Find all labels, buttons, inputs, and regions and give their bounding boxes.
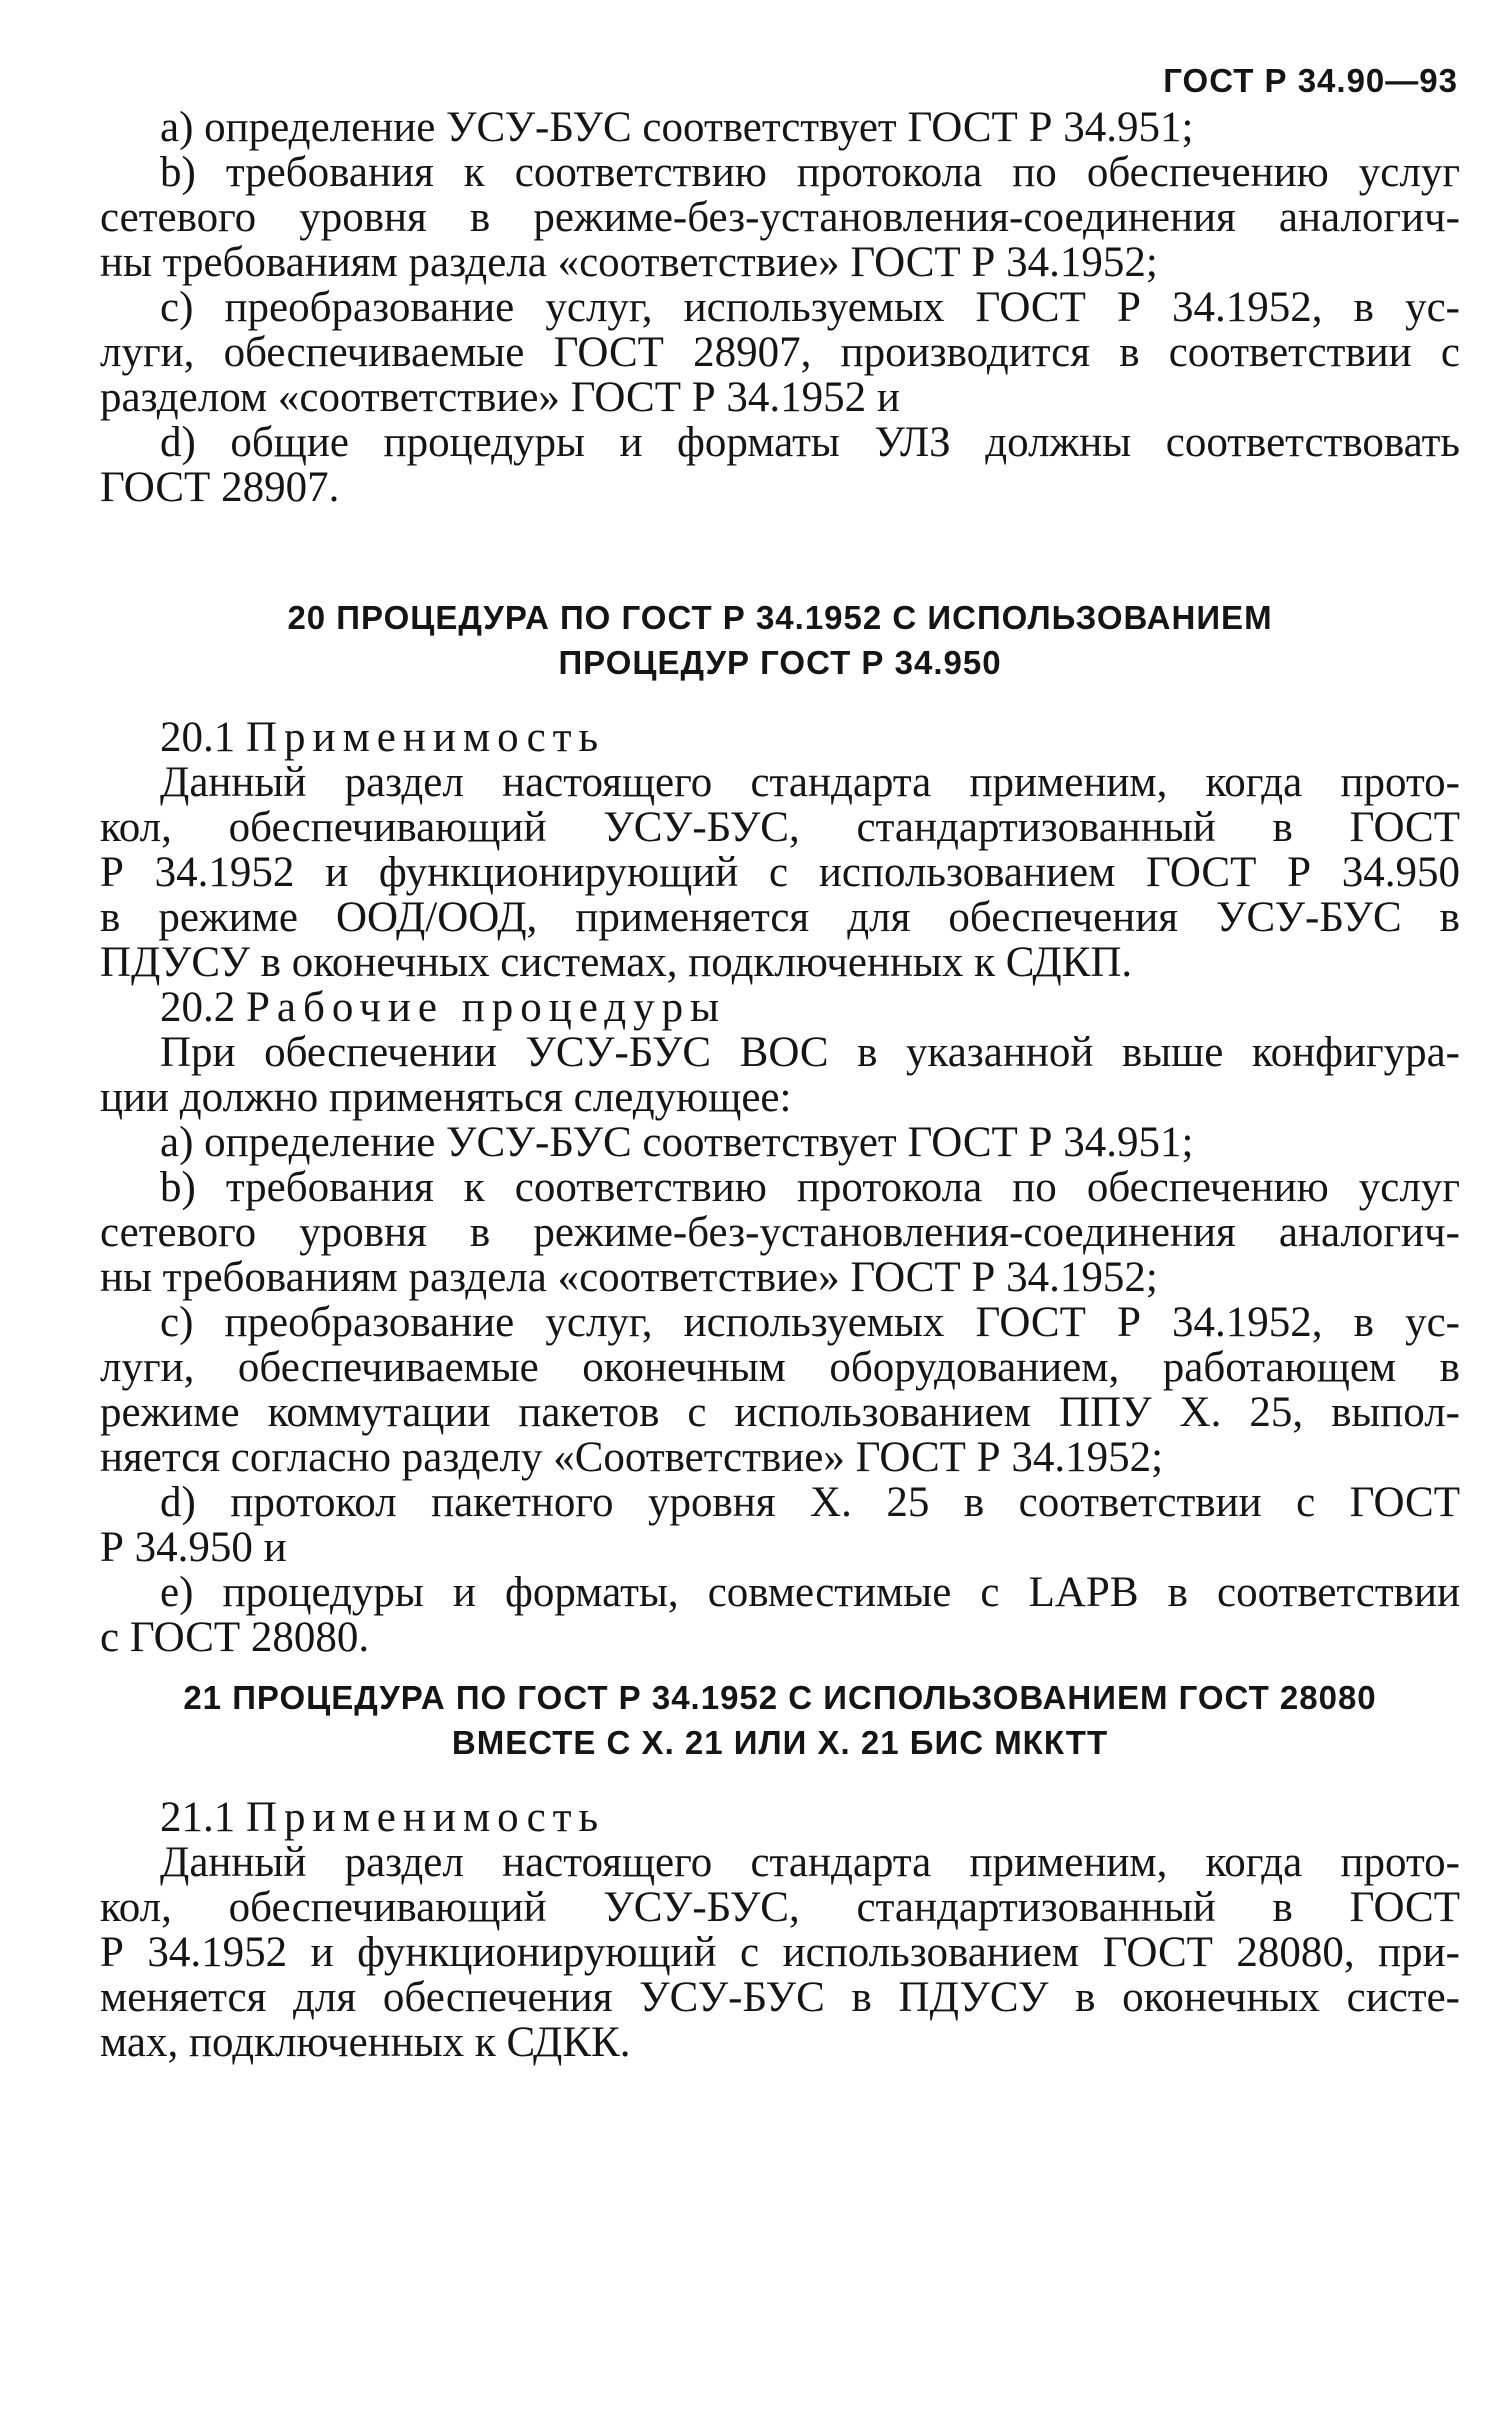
subsection-title	[100, 1795, 1460, 1840]
text-line: Р 34.1952 и функционирующий с использованием ГОСТ 28080, при-	[100, 1929, 1460, 1976]
subsection-number: 21.1	[160, 1794, 236, 1841]
text-line: Р 34.1952 и функционирующий с использованием ГОСТ Р 34.950	[100, 849, 1460, 896]
section-21-heading	[100, 1675, 1460, 1765]
list-item-c: c) преобразование услуг, используемых ГОСТ Р 34.1952, в ус-	[160, 1299, 1460, 1346]
text-line: ПДУСУ в оконечных системах, подключенных к СДКП.	[100, 939, 1133, 986]
list-item-c: c) преобразование услуг, используемых ГОСТ Р 34.1952, в ус-	[160, 284, 1460, 331]
list-item-e: е) процедуры и форматы, совместимые с LAPB в соответствии	[160, 1569, 1460, 1616]
text-line: с ГОСТ 28080.	[100, 1614, 370, 1661]
running-header: ГОСТ Р 34.90—93	[1163, 62, 1458, 99]
text-line: При обеспечении УСУ-БУС ВОС в указанной выше конфигура-	[160, 1029, 1460, 1076]
text-line: сетевого уровня в режиме-без-установления-соединения аналогич-	[100, 1209, 1460, 1256]
section-20-heading	[100, 595, 1460, 685]
heading-line: 20 ПРОЦЕДУРА ПО ГОСТ Р 34.1952 С ИСПОЛЬЗОВАНИЕМ	[287, 599, 1273, 636]
subsection-20-1	[100, 715, 1460, 985]
list-item-b: b) требования к соответствию протокола по обеспечению услуг	[160, 1164, 1460, 1211]
text-line: Данный раздел настоящего стандарта применим, когда прото-	[160, 1839, 1460, 1886]
subsection-name: Применимость	[246, 1794, 606, 1841]
text-line: режиме коммутации пакетов с использованием ППУ Х. 25, выпол-	[100, 1389, 1460, 1436]
list-item-b: b) требования к соответствию протокола по обеспечению услуг	[160, 149, 1460, 196]
list-item-d: d) протокол пакетного уровня Х. 25 в соответствии с ГОСТ	[160, 1479, 1460, 1526]
list-item-a: а) определение УСУ-БУС соответствует ГОСТ Р 34.951;	[160, 104, 1194, 151]
subsection-number: 20.2	[160, 984, 236, 1031]
subsection-name: Применимость	[246, 714, 606, 761]
list-item-a: а) определение УСУ-БУС соответствует ГОСТ Р 34.951;	[160, 1119, 1194, 1166]
text-line: сетевого уровня в режиме-без-установления-соединения аналогич-	[100, 194, 1460, 241]
text-line: Р 34.950 и	[100, 1524, 287, 1571]
text-line: разделом «соответствие» ГОСТ Р 34.1952 и	[100, 374, 900, 421]
subsection-21-1	[100, 1795, 1460, 2065]
text-line: ции должно применяться следующее:	[100, 1074, 792, 1121]
text-line: кол, обеспечивающий УСУ-БУС, стандартизованный в ГОСТ	[100, 804, 1460, 851]
subsection-title	[100, 715, 1460, 760]
text-line: луги, обеспечиваемые оконечным оборудованием, работающем в	[100, 1344, 1460, 1391]
heading-line: ВМЕСТЕ С Х. 21 ИЛИ Х. 21 БИС МККТТ	[451, 1724, 1109, 1761]
text-line: луги, обеспечиваемые ГОСТ 28907, производится в соответствии с	[100, 329, 1460, 376]
subsection-number: 20.1	[160, 714, 236, 761]
subsection-name: Рабочие процедуры	[246, 984, 727, 1031]
heading-line: 21 ПРОЦЕДУРА ПО ГОСТ Р 34.1952 С ИСПОЛЬЗОВАНИЕМ ГОСТ 28080	[183, 1679, 1377, 1716]
text-line: Данный раздел настоящего стандарта применим, когда прото-	[160, 759, 1460, 806]
text-line: ГОСТ 28907.	[100, 464, 340, 511]
text-line: в режиме ООД/ООД, применяется для обеспечения УСУ-БУС в	[100, 894, 1460, 941]
text-line: мах, подключенных к СДКК.	[100, 2019, 631, 2066]
text-line: няется согласно разделу «Соответствие» ГОСТ Р 34.1952;	[100, 1434, 1164, 1481]
subsection-title	[100, 985, 1460, 1030]
text-line: кол, обеспечивающий УСУ-БУС, стандартизованный в ГОСТ	[100, 1884, 1460, 1931]
text-line: меняется для обеспечения УСУ-БУС в ПДУСУ в оконечных систе-	[100, 1974, 1460, 2021]
list-item-d: d) общие процедуры и форматы УЛЗ должны соответствовать	[160, 419, 1460, 466]
text-line: ны требованиям раздела «соответствие» ГОСТ Р 34.1952;	[100, 239, 1158, 286]
heading-line: ПРОЦЕДУР ГОСТ Р 34.950	[558, 644, 1002, 681]
subsection-20-2	[100, 985, 1460, 1660]
text-line: ны требованиям раздела «соответствие» ГОСТ Р 34.1952;	[100, 1254, 1158, 1301]
list-block-1	[100, 105, 1460, 510]
